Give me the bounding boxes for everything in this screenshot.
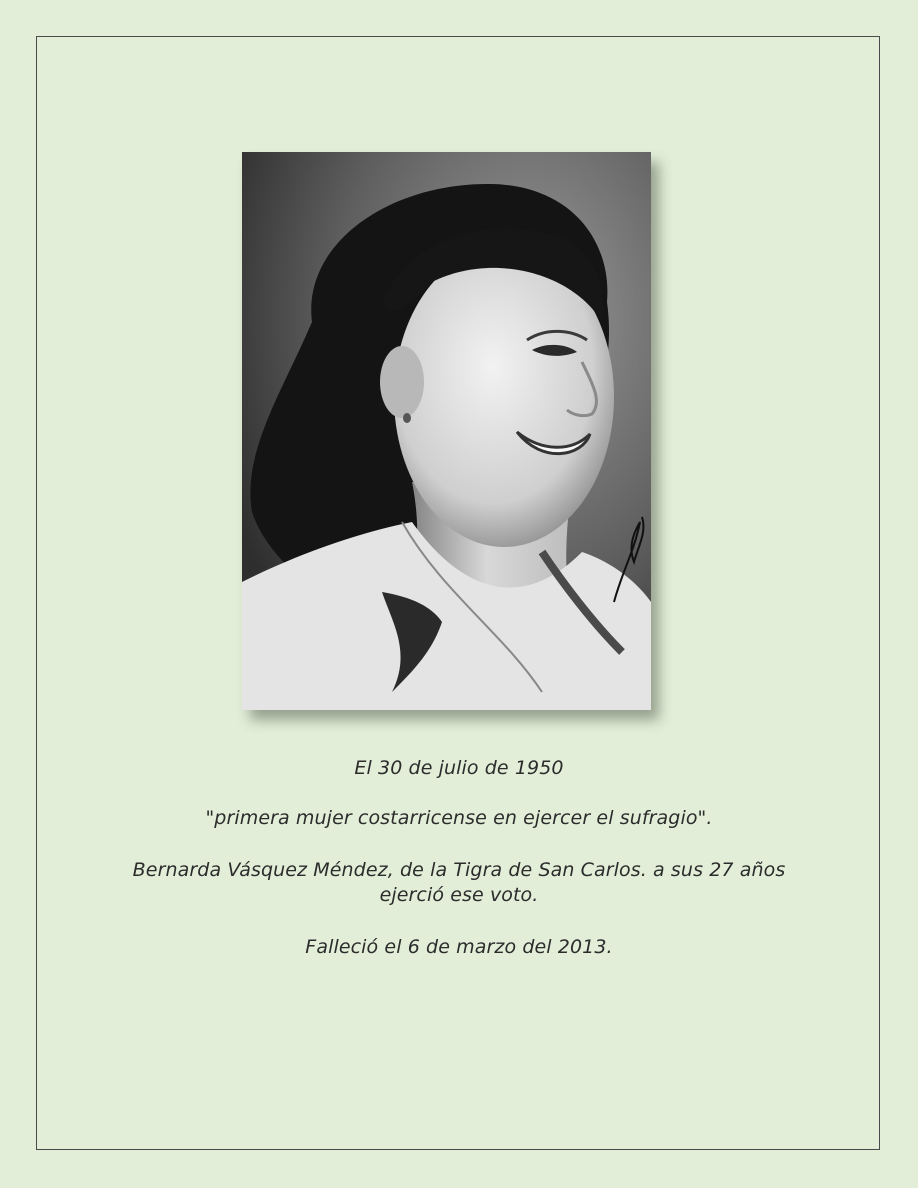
portrait-photo (242, 152, 651, 710)
date-line: El 30 de julio de 1950 (354, 757, 564, 779)
death-line: Falleció el 6 de marzo del 2013. (305, 936, 613, 958)
bio-paragraph: Bernarda Vásquez Méndez, de la Tigra de San Carlos. a sus 27 años ejerció ese voto. (132, 859, 786, 906)
quote-line: "primera mujer costarricense en ejercer el sufragio". (205, 807, 713, 829)
